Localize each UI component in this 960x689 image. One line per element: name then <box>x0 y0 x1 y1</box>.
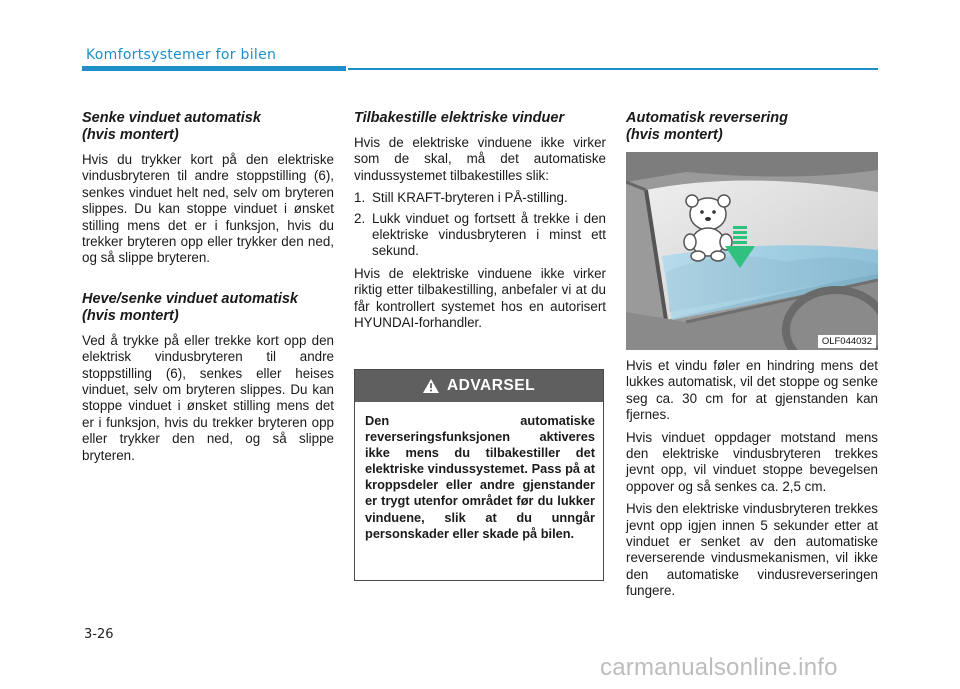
warning-triangle-icon <box>423 379 439 393</box>
heading-auto-up-down-line1: Heve/senke vinduet automatisk <box>82 290 298 307</box>
page-number: 3-26 <box>84 627 114 642</box>
heading-auto-down-line2: (hvis montert) <box>82 127 179 143</box>
window-obstruction-illustration <box>626 152 878 350</box>
column-2 <box>354 110 606 337</box>
warning-box <box>354 369 604 581</box>
reset-steps-list <box>354 190 606 260</box>
heading-auto-up-down <box>82 291 334 325</box>
column-3 <box>626 110 878 606</box>
step-text: Still KRAFT-bryteren i PÅ-stilling. <box>372 190 568 206</box>
heading-auto-up-down-line2: (hvis montert) <box>82 307 179 324</box>
heading-reset-windows: Tilbakestille elektriske vinduer <box>354 110 565 126</box>
watermark: carmanualsonline.info <box>600 654 838 681</box>
warning-title: ADVARSEL <box>446 377 536 394</box>
paragraph-auto-down: Hvis du trykker kort på den elektriske vindusbryteren til andre stoppstilling (6), senkes vinduet helt ned, selv om bryteren slippes. Du kan stoppe vinduet i ønsket stilling mens det er i funksjon, hvis du trekker bryteren opp eller trykker den ned, og så slippe bryteren. <box>82 152 334 266</box>
section-title: Komfortsystemer for bilen <box>86 47 277 63</box>
step-number: 1. <box>354 190 366 206</box>
heading-auto-down-line1: Senke vinduet automatisk <box>82 110 261 126</box>
paragraph-reset-outro: Hvis de elektriske vinduene ikke virker riktig etter tilbakestilling, anbefaler vi at du får kontrollert systemet hos en autorisert HYUNDAI-forhandler. <box>354 265 606 331</box>
car-window-image <box>626 152 878 350</box>
list-item <box>354 211 606 260</box>
heading-auto-reverse-line1: Automatisk reversering <box>626 110 788 126</box>
heading-auto-reverse-line2: (hvis montert) <box>626 127 723 143</box>
paragraph-reverse-3: Hvis den elektriske vindusbryteren trekkes jevnt opp igjen innen 5 sekunder etter at vinduet er senket av den automatiske reverserende vindusmekanismen, vil ikke den automatiske vindusreverseringen fungere. <box>626 501 878 599</box>
paragraph-reverse-2: Hvis vinduet oppdager motstand mens den elektriske vindusbryteren trekkes jevnt opp, vil vinduet stoppe bevegelsen oppover og så senkes ca. 2,5 cm. <box>626 429 878 494</box>
paragraph-auto-up-down: Ved å trykke på eller trekke kort opp den elektrisk vindusbryteren til andre stoppstilling (6), senkes eller heises vinduet, selv om bryteren slippes. Du kan stoppe vinduet i ønsket stilling mens det er i funksjon, hvis du trekker bryteren opp eller trykker den ned, og så slippe bryteren. <box>82 332 334 463</box>
paragraph-reverse-1: Hvis et vindu føler en hindring mens det lukkes automatisk, vil det stoppe og senke seg ca. 30 cm for at gjenstanden kan fjernes. <box>626 358 878 423</box>
column-1 <box>82 110 334 470</box>
header-rule-thin <box>348 68 878 70</box>
header-rule-thick <box>82 66 346 71</box>
warning-header <box>355 370 603 402</box>
list-item <box>354 190 606 206</box>
step-text: Lukk vinduet og fortsett å trekke i den elektriske vindusbryteren i minst ett sekund. <box>372 210 606 259</box>
heading-auto-reverse <box>626 110 878 144</box>
figure-code: OLF044032 <box>818 335 876 348</box>
step-number: 2. <box>354 210 366 226</box>
paragraph-reset-intro: Hvis de elektriske vinduene ikke virker som de skal, må det automatiske vindussystemet tilbakestilles slik: <box>354 135 606 183</box>
warning-text: Den automatiske reverseringsfunksjonen aktiveres ikke mens du tilbakestiller det elektriske vindussystemet. Pass på at kroppsdeler eller andre gjenstander er trygt utenfor området før du lukker vinduene, slik at du unngår personskader eller skade på bilen. <box>365 413 595 541</box>
heading-auto-down <box>82 110 334 144</box>
